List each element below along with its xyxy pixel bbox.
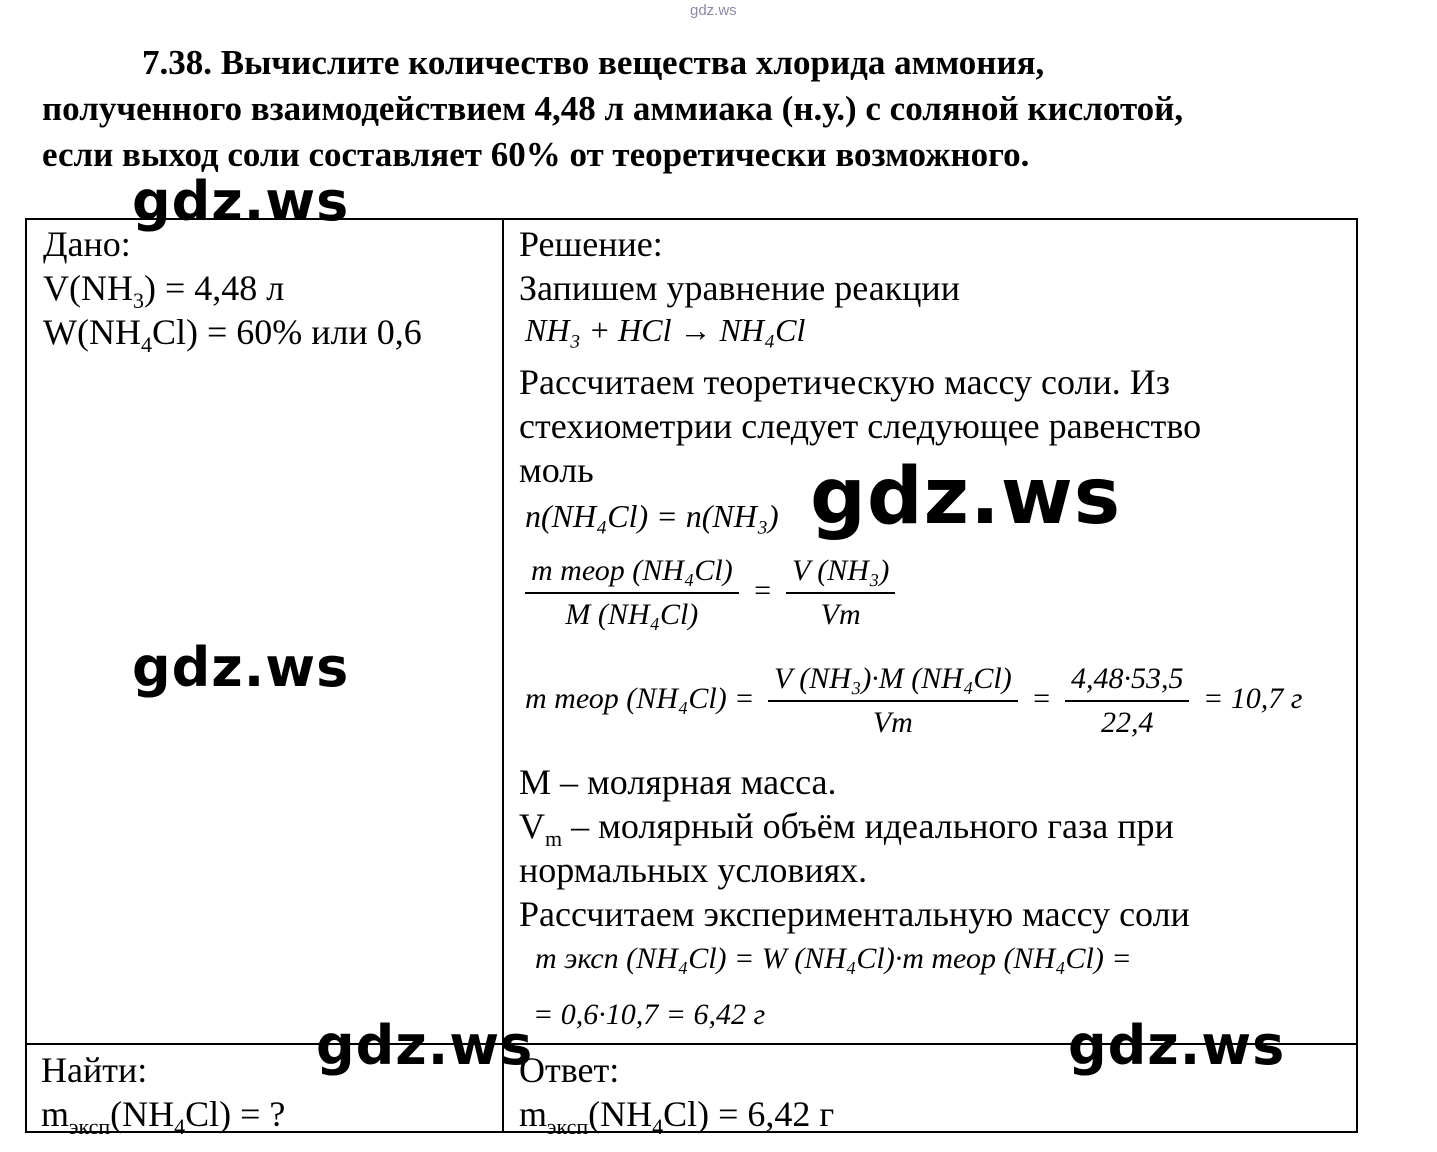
note-molar-volume: $V_m$ – молярный объём идеального газа при xyxy=(519,806,1174,851)
ratio-left-fraction: $\frac{\text{m теор (NH₄Cl)}}{\text{M (NH₄Cl)}}$ xyxy=(525,554,739,632)
experimental-mass-result: = 0,6·10,7 = 6,42 г xyxy=(533,998,766,1031)
watermark-logo: gdz.ws xyxy=(1068,1014,1286,1077)
given-yield: $W(NH_4Cl) = 60\%$ или 0,6 xyxy=(43,312,422,357)
problem-line-2: полученного взаимодействием 4,48 л аммиака (н.у.) с соляной кислотой, xyxy=(42,89,1184,128)
note-molar-mass: M – молярная масса. xyxy=(519,762,837,802)
mole-equality-equation: n(NH₄Cl) = n(NH₃) xyxy=(525,498,779,534)
problem-line-1: 7.38. Вычислите количество вещества хлорида аммония, xyxy=(142,43,1045,82)
theoretical-mass-equation: m теор (NH₄Cl) = $\frac{\text{V (NH₃)·M (NH₄Cl)}}{Vm}$ = $\frac{4,48\cdot 53,5}{22,4}$ = 10,7 г xyxy=(525,662,1303,739)
table-border-left xyxy=(25,218,27,1133)
solution-step-2a: Рассчитаем теоретическую массу соли. Из xyxy=(519,362,1170,402)
table-divider-vertical xyxy=(502,218,504,1133)
site-watermark-top: gdz.ws xyxy=(690,2,737,19)
solution-step-1: Запишем уравнение реакции xyxy=(519,268,960,308)
numeric-fraction: $\frac{4,48\cdot 53,5}{22,4}$ xyxy=(1065,662,1190,740)
experimental-mass-equation: m эксп (NH₄Cl) = W (NH₄Cl)·m теор (NH₄Cl) = xyxy=(535,942,1132,975)
watermark-logo: gdz.ws xyxy=(810,452,1122,542)
watermark-logo: gdz.ws xyxy=(316,1014,534,1077)
given-volume: $V(NH_3) = 4,48$ л xyxy=(43,268,285,313)
answer-value: $m_{эксп}(NH_4Cl) = 6,42$ г xyxy=(519,1094,835,1139)
answer-heading: Ответ: xyxy=(519,1050,620,1090)
ratio-equation: $\frac{\text{m теор (NH₄Cl)}}{\text{M (NH₄Cl)}}$ = $\frac{\text{V (NH₃)}}{Vm}$ xyxy=(519,554,901,632)
problem-line-3: если выход соли составляет 60% от теоретически возможного. xyxy=(42,135,1030,174)
ratio-right-fraction: $\frac{\text{V (NH₃)}}{Vm}$ xyxy=(786,554,895,632)
problem-statement xyxy=(42,40,1372,178)
watermark-logo: gdz.ws xyxy=(132,636,350,699)
reaction-equation: NH₃ + HCl → NH₄Cl xyxy=(525,312,806,348)
note-molar-volume-line-2: нормальных условиях. xyxy=(519,850,868,890)
given-heading: Дано: xyxy=(43,224,131,264)
table-border-right xyxy=(1356,218,1358,1133)
find-heading: Найти: xyxy=(41,1050,148,1090)
solution-step-2c: моль xyxy=(519,450,594,490)
solution-step-2b: стехиометрии следует следующее равенство xyxy=(519,406,1202,446)
find-value: $m_{эксп}(NH_4Cl)$ = ? xyxy=(41,1094,286,1139)
solution-heading: Решение: xyxy=(519,224,663,264)
theoretical-mass-fraction: $\frac{\text{V (NH₃)·M (NH₄Cl)}}{Vm}$ xyxy=(768,662,1018,740)
problem-number: 7.38. xyxy=(142,43,212,82)
watermark-logo: gdz.ws xyxy=(132,170,350,233)
solution-step-3: Рассчитаем экспериментальную массу соли xyxy=(519,894,1190,934)
